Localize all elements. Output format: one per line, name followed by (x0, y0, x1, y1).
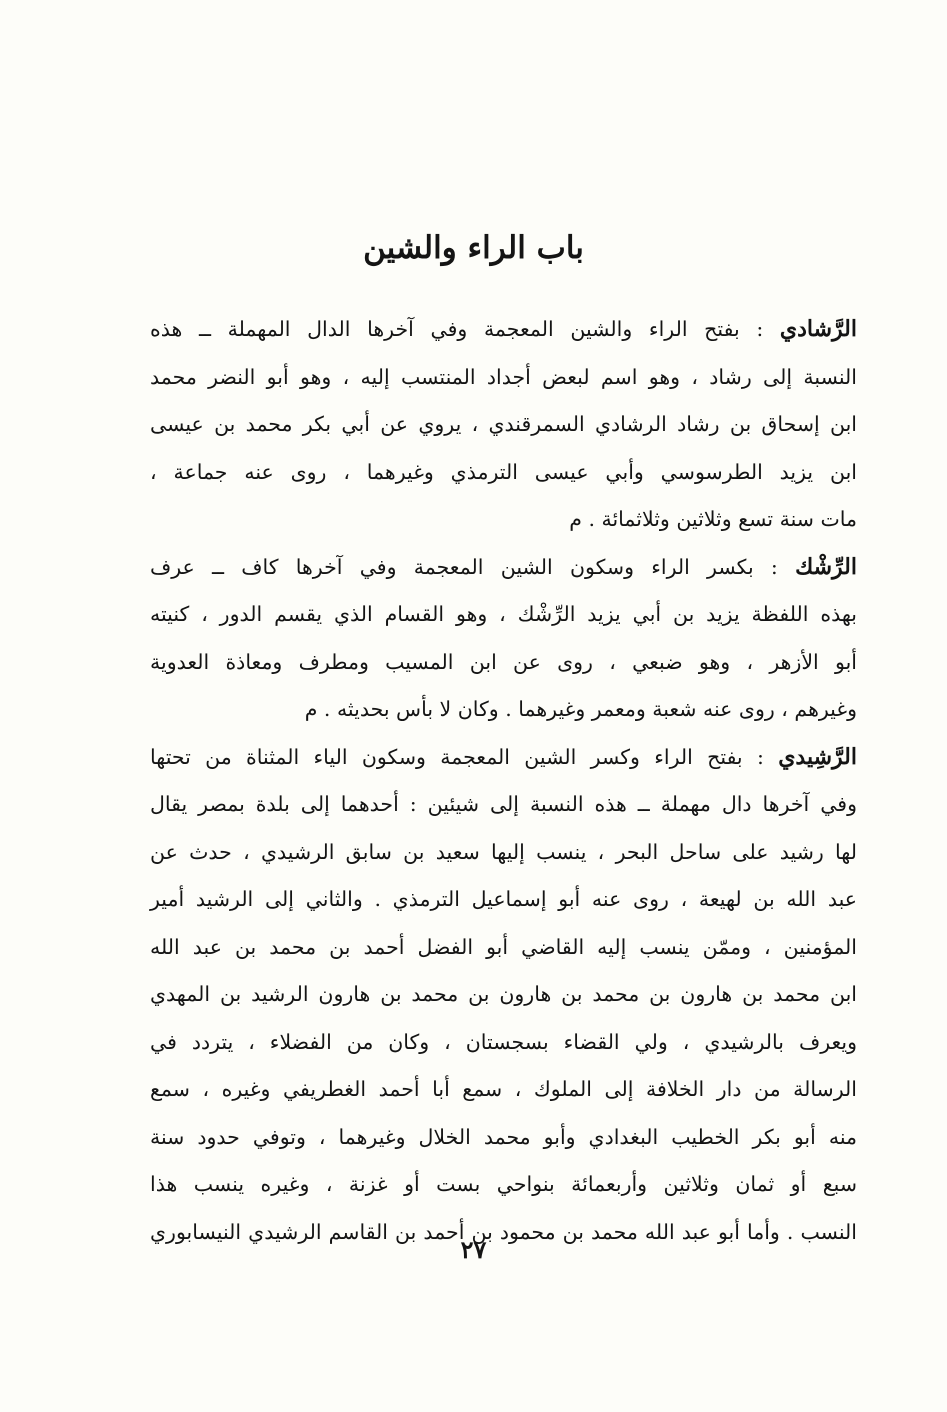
entry-headword: الرَّشادي (779, 316, 857, 342)
line-text: : بفتح الراء والشين المعجمة وفي آخرها الدال المهملة ــ هذه (150, 317, 780, 341)
text-line (150, 544, 857, 592)
text-line: مات سنة تسع وثلاثين وثلاثمائة . م (569, 507, 857, 531)
text-line: وغيرهم ، روى عنه شعبة ومعمر وغيرهما . وكان لا بأس بحديثه . م (304, 697, 857, 721)
chapter-title: باب الراء والشين (363, 230, 584, 266)
line-text: : بفتح الراء وكسر الشين المعجمة وسكون الياء المثناة من تحتها (150, 744, 779, 769)
entry-headword: الرِّشْك (795, 553, 857, 580)
text-line: وفي آخرها دال مهملة ــ هذه النسبة إلى شيئين : أحدهما إلى بلدة بمصر يقال (150, 792, 857, 816)
text-line: بهذه اللفظة يزيد بن أبي يزيد الرِّشْك ، وهو القسام الذي يقسم الدور ، كنيته (150, 602, 857, 626)
text-line: ابن إسحاق بن رشاد الرشادي السمرقندي ، يروي عن أبي بكر محمد بن عيسى (150, 412, 857, 436)
text-line: الرسالة من دار الخلافة إلى الملوك ، سمع أبا أحمد الغطريفي وغيره ، سمع (150, 1077, 857, 1101)
text-line: النسبة إلى رشاد ، وهو اسم لبعض أجداد المنتسب إليه ، وهو أبو النضر محمد (150, 364, 857, 389)
text-line: ويعرف بالرشيدي ، ولي القضاء بسجستان ، وكان من الفضلاء ، يتردد في (150, 1029, 857, 1054)
text-line: المؤمنين ، وممّن ينسب إليه القاضي أبو الفضل أحمد بن محمد بن عبد الله (150, 934, 857, 959)
text-line: أبو الأزهر ، وهو ضبعي ، روى عن ابن المسيب ومطرف ومعاذة العدوية (150, 649, 857, 674)
text-line: عبد الله بن لهيعة ، روى عنه أبو إسماعيل الترمذي . والثاني إلى الرشيد أمير (150, 887, 857, 911)
line-text: : بكسر الراء وسكون الشين المعجمة وفي آخرها كاف ــ عرف (150, 554, 796, 579)
text-line: منه أبو بكر الخطيب البغدادي وأبو محمد الخلال وغيرهما ، وتوفي حدود سنة (150, 1124, 857, 1149)
body-text (150, 306, 857, 1256)
text-line (150, 734, 857, 782)
text-line: النسب . وأما أبو عبد الله محمد بن محمود بن أحمد بن القاسم الرشيدي النيسابوري (150, 1219, 857, 1244)
text-line: ابن يزيد الطرسوسي وأبي عيسى الترمذي وغيرهما ، روى عنه جماعة ، (150, 459, 857, 484)
text-line: ابن محمد بن هارون بن محمد بن هارون بن محمد بن هارون الرشيد بن المهدي (150, 982, 857, 1006)
entry-headword: الرَّشِيدي (778, 743, 857, 770)
text-line: سبع أو ثمان وثلاثين وأربعمائة بنواحي بست أو غزنة ، وغيره ينسب هذا (150, 1172, 857, 1196)
text-line: لها رشيد على ساحل البحر ، ينسب إليها سعيد بن سابق الرشيدي ، حدث عن (150, 839, 857, 864)
page-number: ٢٧ (460, 1235, 487, 1264)
text-line (150, 306, 857, 354)
